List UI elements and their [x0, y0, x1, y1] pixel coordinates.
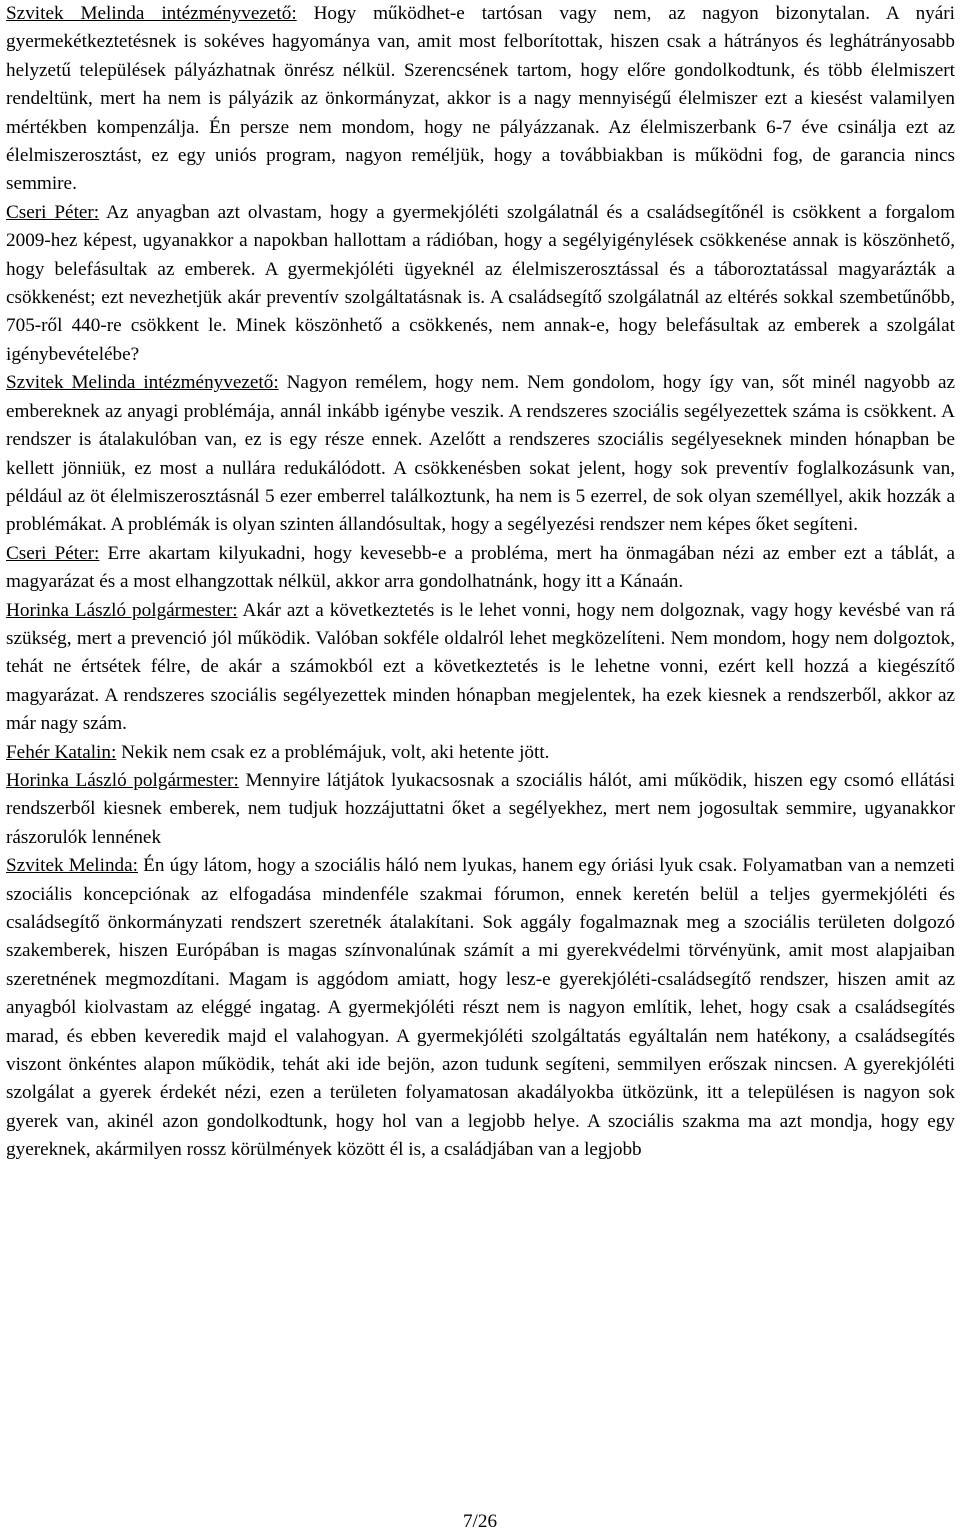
paragraph-text: Hogy működhet-e tartósan vagy nem, az nagyon bizonytalan. A nyári gyermekétkeztetésnek is sokéves hagyománya van, amit most felborítottak, hiszen csak a hátrányos és leghátrányosabb helyzetű települések pályázhatnak önrész nélkül. Szerencsének tartom, hogy előre gondolkodtunk, és több élelmiszert rendeltünk, mert ha nem is pályázik az önkormányzat, akkor is a nagy mennyiségű élelmiszer ezt a kiesést valamilyen mértékben kompenzálja. Én persze nem mondom, hogy ne pályázzanak. Az élelmiszerbank 6-7 éve csinálja ezt az élelmiszerosztást, ez egy uniós program, nagyon reméljük, hogy a továbbiakban is működni fog, de garancia nincs semmire. [6, 3, 956, 195]
paragraph-3 [6, 369, 955, 539]
paragraph-1 [6, 0, 955, 199]
speaker-name: Horinka László polgármester: [6, 599, 238, 621]
paragraph-7 [6, 767, 955, 852]
page-number: 7/26 [462, 1511, 498, 1532]
paragraph-text: Akár azt a következtetés is le lehet vonni, hogy nem dolgoznak, vagy hogy kevésbé van rá szükség, mert a prevenció jól működik. Valóban sokféle oldalról lehet megközelíteni. Nem mondom, hogy nem dolgoztok, tehát ne értsétek félre, de akár a számokból ezt a következtetés is le lehetne vonni, ezért kell hozzá a kiegészítő magyarázat. A rendszeres szociális segélyezettek minden hónapban megjelentek, ha ezek kiesnek a rendszerből, akkor az már nagy szám. [6, 599, 955, 735]
paragraph-4 [6, 540, 955, 597]
paragraph-text: Erre akartam kilyukadni, hogy kevesebb-e a probléma, mert ha önmagában nézi az ember ezt a táblát, a magyarázat és a most elhangzottak nélkül, akkor arra gondolhatnánk, hogy itt a Kánaán. [6, 542, 956, 593]
speaker-name: Fehér Katalin: [6, 741, 117, 763]
paragraph-8 [6, 852, 955, 1164]
paragraph-text: Nagyon remélem, hogy nem. Nem gondolom, hogy így van, sőt minél nagyobb az embereknek az anyagi problémája, annál inkább igénybe veszik. A rendszeres szociális segélyezettek száma is csökkent. A rendszer is átalakulóban van, ez is egy része ennek. Azelőtt a rendszeres szociális segélyeseknek minden hónapban be kellett jönniük, ez most a nullára redukálódott. A csökkenésben sokat jelent, hogy sok preventív foglalkozásunk van, például az öt élelmiszerosztásnál 5 ezer emberrel találkoztunk, ha nem is 5 ezerrel, de sok olyan személlyel, akik hozzák a problémákat. A problémák is olyan szinten állandósultak, hogy a segélyezési rendszer nem képes őket segíteni. [6, 372, 955, 536]
paragraph-text: Az anyagban azt olvastam, hogy a gyermekjóléti szolgálatnál és a családsegítőnél is csökkent a forgalom 2009-hez képest, ugyanakkor a napokban hallottam a rádióban, hogy a segélyigénylések csökkenése annak is köszönhető, hogy belefásultak az emberek. A gyermekjóléti ügyeknél az élelmiszerosztással és a táboroztatással magyarázták a csökkenést; ezt nevezhetjük akár preventív szolgáltatásnak is. A családsegítő szolgálatnál az eltérés sokkal szembetűnőbb, 705-ről 440-re csökkent le. Minek köszönhető a csökkenés, nem annak-e, hogy belefásultak az emberek a szolgálat igénybevételébe? [6, 201, 956, 365]
paragraph-text: Nekik nem csak ez a problémájuk, volt, aki hetente jött. [116, 741, 550, 763]
speaker-name: Cseri Péter: [6, 542, 100, 564]
speaker-name: Szvitek Melinda: [6, 855, 138, 877]
speaker-name: Szvitek Melinda intézményvezető: [6, 3, 297, 24]
paragraph-5 [6, 597, 955, 739]
paragraph-text: Mennyire látjátok lyukacsosnak a szociális hálót, ami működik, hiszen egy csomó ellátási rendszerből kiesnek emberek, nem tudjuk hozzájuttatni őket a segélyekhez, mert nem jogosultak semmire, ugyanakkor rászorulók lennének [6, 769, 955, 848]
paragraph-text: Én úgy látom, hogy a szociális háló nem lyukas, hanem egy óriási lyuk csak. Folyamatban van a nemzeti szociális koncepciónak az elfogadása mindenféle szakmai fórumon, ennek keretén belül a teljes gyermekjóléti és családsegítő önkormányzati rendszert szeretnék átalakítani. Sok aggály fogalmaznak meg a szociális területen dolgozó szakemberek, hiszen Európában is magas színvonalúnak számít a mi gyerekvédelmi törvényünk, amit most alapjaiban szeretnének megmozdítani. Magam is aggódom amiatt, hogy lesz-e gyerekjóléti-családsegítő rendszer, hiszen amit az anyagból kiolvastam az eléggé ingatag. A gyermekjóléti részt nem is nagyon említik, lehet, hogy csak a családsegítés marad, és ebben keveredik majd el valahogyan. A gyermekjóléti szolgáltatás egyáltalán nem hatékony, a családsegítés viszont önkéntes alapon működik, tehát aki ide bejön, azon tudunk segíteni, semmilyen erőszak nincsen. A gyerekjóléti szolgálat a gyerek érdekét nézi, ezen a területen folyamatosan akadályokba ütközünk, itt a településen is nagyon sok gyerek van, akinél azon gondolkodtunk, hogy hol van a legjobb helye. A szociális szakma ma azt mondja, hogy egy gyereknek, akármilyen rossz körülmények között él is, a családjában van a legjobb [6, 855, 956, 1161]
speaker-name: Horinka László polgármester: [6, 769, 239, 791]
paragraph-2 [6, 199, 955, 369]
speaker-name: Szvitek Melinda intézményvezető: [6, 372, 279, 394]
document-body [6, 0, 955, 1165]
speaker-name: Cseri Péter: [6, 201, 100, 223]
paragraph-6 [6, 739, 955, 767]
